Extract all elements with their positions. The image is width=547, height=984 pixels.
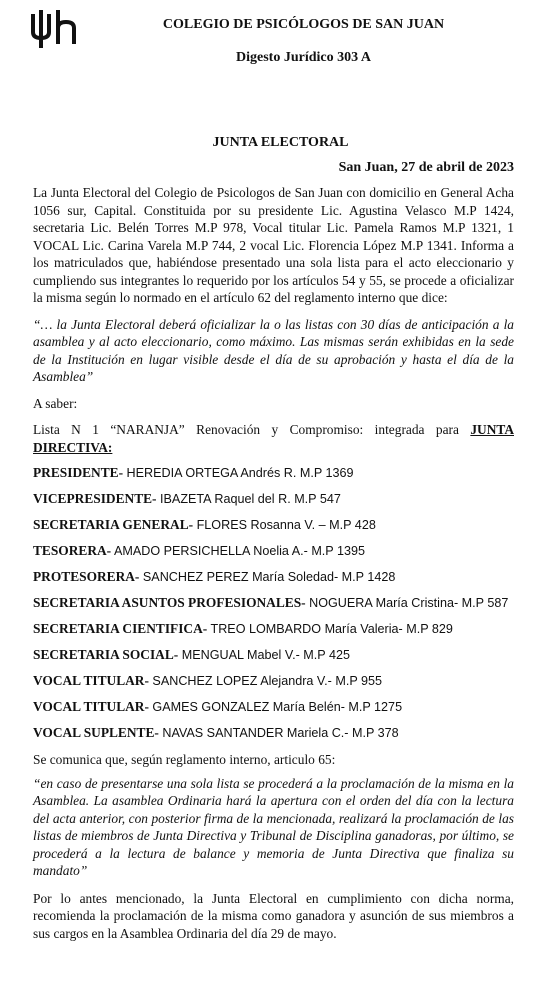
member-office: VICEPRESIDENTE-	[33, 490, 157, 506]
member-office: SECRETARIA ASUNTOS PROFESIONALES-	[33, 594, 306, 610]
junta-directiva-label: JUNTA DIRECTIVA:	[33, 422, 514, 455]
member-name: SANCHEZ LOPEZ Alejandra V.- M.P 955	[148, 673, 383, 688]
member-office: VOCAL TITULAR-	[33, 672, 149, 688]
list-item	[33, 542, 514, 561]
member-office: SECRETARIA SOCIAL-	[33, 646, 179, 662]
org-name: COLEGIO DE PSICÓLOGOS DE SAN JUAN	[162, 17, 445, 32]
list-item	[33, 724, 514, 743]
member-office: VOCAL TITULAR-	[33, 698, 149, 714]
member-name: TREO LOMBARDO María Valeria- M.P 829	[207, 621, 453, 636]
list-item	[33, 646, 514, 665]
a-saber-label: A saber:	[33, 395, 78, 411]
member-name: NOGUERA María Cristina- M.P 587	[305, 595, 509, 610]
list-item	[33, 620, 514, 639]
list-item	[33, 464, 514, 483]
document-date: San Juan, 27 de abril de 2023	[338, 160, 514, 175]
closing-paragraph: Por lo antes mencionado, la Junta Electoral en cumplimiento con dicha norma, recomienda la proclamación de la misma como ganadora y asunción de sus miembros a sus cargos en la Asamblea Ordinaria del día 29 de mayo.	[33, 890, 514, 941]
list-item	[33, 594, 514, 613]
intro-paragraph: La Junta Electoral del Colegio de Psicologos de San Juan con domicilio en General Acha 1056 sur, Capital. Constituida por su presidente Lic. Agustina Velasco M.P 1424, secretaria Lic. Belén Torres M.P 978, Vocal titular Lic. Pamela Ramos M.P 1321, 1 VOCAL Lic. Carina Varela M.P 744, 2 vocal Lic. Florencia López M.P 1341. Informa a los matriculados que, habiéndose presentado una sola lista para el acto eleccionario y cumpliendo sus integrantes lo requerido por los artículos 54 y 55, se procede a oficializar la misma según lo normado en el artículo 62 del reglamento interno que dice:	[33, 185, 514, 305]
document-title: JUNTA ELECTORAL	[212, 135, 349, 150]
member-name: GAMES GONZALEZ María Belén- M.P 1275	[148, 699, 403, 714]
member-office: TESORERA-	[33, 542, 112, 558]
member-office: PRESIDENTE-	[33, 464, 124, 480]
member-name: NAVAS SANTANDER Mariela C.- M.P 378	[158, 725, 399, 740]
member-list	[33, 464, 514, 743]
doc-reference: Digesto Jurídico 303 A	[236, 50, 371, 65]
member-name: SANCHEZ PEREZ María Soledad- M.P 1428	[139, 569, 396, 584]
document-body	[33, 184, 514, 942]
list-item	[33, 672, 514, 691]
regulation-quote-62: “… la Junta Electoral deberá oficializar la o las listas con 30 días de anticipación a la asamblea y al acto eleccionario, como máximo. Las mismas serán exhibidas en la sede de la Institución en lugar visible desde el día de su aprobación y hasta el día de la Asamblea”	[33, 316, 514, 384]
member-name: AMADO PERSICHELLA Noelia A.- M.P 1395	[111, 543, 365, 558]
comunica-paragraph: Se comunica que, según reglamento interno, articulo 65:	[33, 752, 336, 767]
lista-intro-text: Lista N 1 “NARANJA” Renovación y Compromiso: integrada para	[33, 422, 471, 437]
member-office: PROTESORERA-	[33, 568, 140, 584]
member-name: MENGUAL Mabel V.- M.P 425	[178, 647, 350, 662]
regulation-quote-65: “en caso de presentarse una sola lista se procederá a la proclamación de la misma en la Asamblea. La asamblea Ordinaria hará la apertura con el orden del día con la lectura del acta anterior, con posterior firma de la mencionada, realizará la proclamación de las listas de miembros de Junta Directiva y Tribunal de Disciplina ganadoras, por último, se procederá a la lectura de balance y memoria de Junta Directiva que finaliza su mandato”	[33, 775, 514, 878]
member-office: SECRETARIA GENERAL-	[33, 516, 194, 532]
list-item	[33, 568, 514, 587]
member-name: HEREDIA ORTEGA Andrés R. M.P 1369	[123, 465, 354, 480]
member-office: VOCAL SUPLENTE-	[33, 724, 159, 740]
list-item	[33, 698, 514, 717]
member-office: SECRETARIA CIENTIFICA-	[33, 620, 208, 636]
member-name: IBAZETA Raquel del R. M.P 547	[156, 491, 341, 506]
member-name: FLORES Rosanna V. – M.P 428	[193, 517, 376, 532]
lista-intro	[33, 421, 514, 456]
list-item	[33, 516, 514, 535]
list-item	[33, 490, 514, 509]
